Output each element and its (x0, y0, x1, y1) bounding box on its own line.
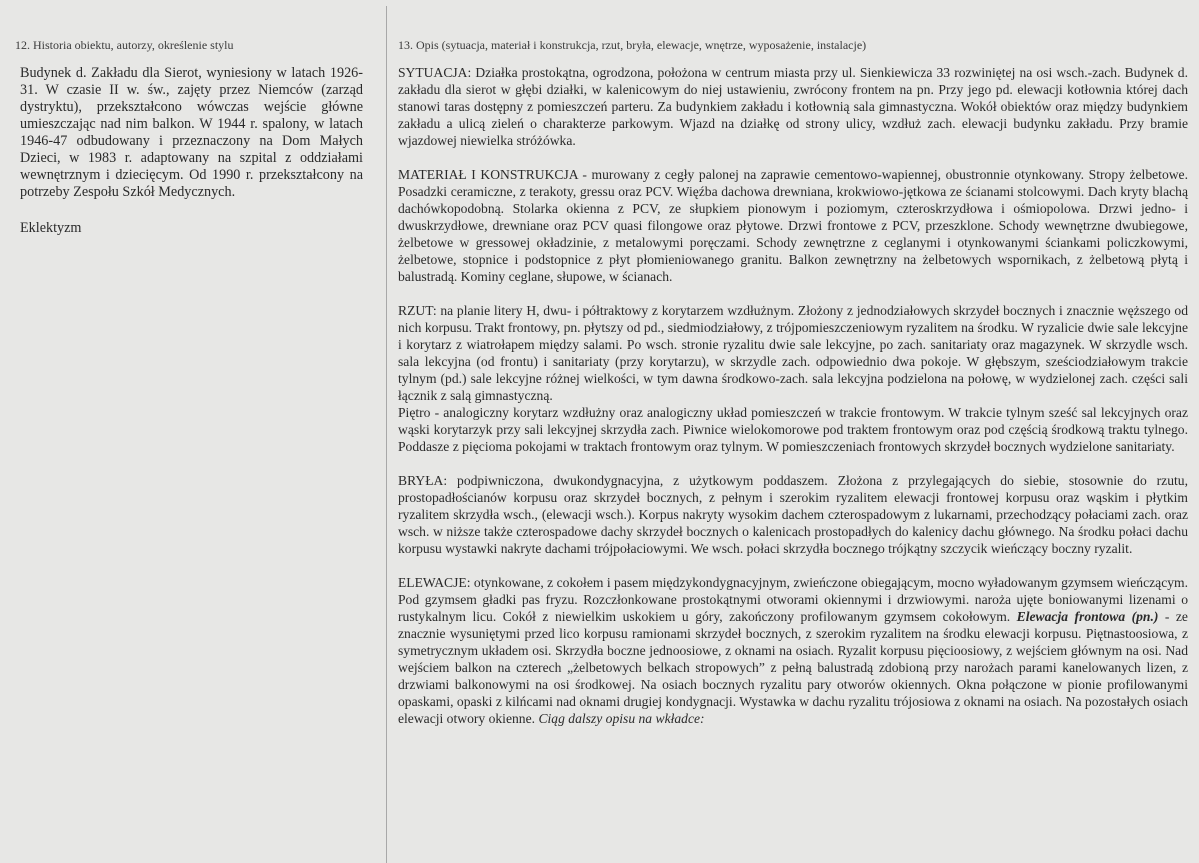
bryla-paragraph: BRYŁA: podpiwniczona, dwukondygnacyjna, z użytkowym poddaszem. Złożona z przylegających do siebie, stosownie do rzutu, prostopadłościanów korpusu oraz skrzydeł bocznych, z pełnym i szerokim ryzalitem elewacji frontowej korpusu oraz wąskim i płytkim ryzalitem skrzydła wsch., (elewacji wsch.). Korpus nakryty wysokim dachem czterospadowym z lukarnami, przechodzący połaciami zach. oraz wsch. w niższe także czterospadowe dachy skrzydeł bocznych o kalenicach prostopadłych do kalenicy dachu głównego. Na środku połaci dachu korpusu wystawki nakryte dachami trójpołaciowymi. We wsch. połaci skrzydła bocznego trójkątny szczycik wieńczący boczny ryzalit. (398, 473, 1188, 556)
description-section-title: 13. Opis (sytuacja, materiał i konstrukcja, rzut, bryła, elewacje, wnętrze, wyposażenie, instalacje) (398, 38, 867, 52)
elewacje-text-1: ELEWACJE: otynkowane, z cokołem i pasem międzykondygnacyjnym, zwieńczone obiegającym, mocno wyładowanym gzymsem wieńczącym. Pod gzymsem gładki pas fryzu. Rozczłonkowane prostokątnymi otworami okiennymi i drzwiowymi. naroża ujęte boniowanymi lizenami o rustykalnym licu. Cokół z niewielkim uskokiem u góry, zakończony profilowanym gzymsem cokołowym. (398, 575, 1188, 624)
rzut-pietro-paragraph: Piętro - analogiczny korytarz wzdłużny oraz analogiczny układ pomieszczeń w trakcie frontowym. W trakcie tylnym sześć sal lekcyjnych oraz wąski korytarzyk przy sali lekcyjnej skrzydła zach. Piwnice wielokomorowe pod traktem frontowym oraz pod częścią środkową traktu tylnego. Poddasze z pięcioma pokojami w traktach frontowym oraz tylnym. W pomieszczeniach frontowych skrzydeł bocznych wydzielone sanitariaty. (398, 405, 1188, 454)
history-section-title: 12. Historia obiektu, autorzy, określenie stylu (15, 38, 234, 52)
history-text: Budynek d. Zakładu dla Sierot, wyniesiony w latach 1926-31. W czasie II w. św., zajęty przez Niemców (zarząd dystryktu), przekształcono wówczas wejście główne umieszczając nad nim balkon. W 1944 r. spalony, w latach 1946-47 odbudowany i przeznaczony na Dom Małych Dzieci, w 1983 r. adaptowany na szpital z oddziałami wewnętrznym i dziecięcym. Od 1990 r. przekształcony na potrzeby Zespołu Szkół Medycznych. (20, 65, 363, 200)
style-label: Eklektyzm (20, 220, 82, 236)
sytuacja-paragraph: SYTUACJA: Działka prostokątna, ogrodzona, położona w centrum miasta przy ul. Sienkiewicza 33 rozwiniętej na osi wsch.-zach. Budynek d. zakładu dla sierot w głębi działki, w kalenicowym do niej ustawieniu, zwrócony frontem na pn. Przy jego pd. elewacji kotłownia której dach stanowi taras dostępny z pomieszczeń parteru. Za budynkiem zakładu i kotłownią sala gimnastyczna. Wokół obiektów oraz między budynkiem zakładu a ulicą zieleń o charakterze parkowym. Wjazd na działkę od strony ulicy, wzdłuż zach. elewacji budynku zakładu. Przy bramie wjazdowej niewielka stróżówka. (398, 65, 1188, 148)
elewacje-paragraph (398, 574, 1188, 727)
elewacje-front-label: Elewacja frontowa (pn.) (1016, 609, 1159, 624)
material-paragraph: MATERIAŁ I KONSTRUKCJA - murowany z cegły palonej na zaprawie cementowo-wapiennej, obustronnie otynkowany. Stropy żelbetowe. Posadzki ceramiczne, z terakoty, gressu oraz PCV. Więźba dachowa drewniana, krokwiowo-jętkowa ze ścianami stolcowymi. Dach kryty blachą dachówkopodobną. Stolarka okienna z PCV, ze słupkiem pionowym i poziomym, czteroskrzydłowa i ośmiopolowa. Drzwi jedno- i dwuskrzydłowe, drewniane oraz PCV quasi filongowe oraz płytowe. Drzwi frontowe z PCV, przeszklone. Schody wewnętrzne dwubiegowe, żelbetowe w gressowej okładzinie, z metalowymi poręczami. Schody zewnętrzne z ceglanymi i otynkowanymi ściankami policzkowymi, żelbetowe, stopnice i podstopnice z płyt płomieniowanego granitu. Balkon zewnętrzny na żelbetowych wspornikach, z żelbetową płytą i balustradą. Kominy ceglane, słupowe, w ścianach. (398, 167, 1188, 284)
description-text (398, 64, 1188, 727)
column-divider (386, 6, 387, 863)
rzut-paragraph: RZUT: na planie litery H, dwu- i półtraktowy z korytarzem wzdłużnym. Złożony z jednodziałowych skrzydeł bocznych i znacznie węższego od nich korpusu. Trakt frontowy, pn. płytszy od pd., siedmiodziałowy, z trójpomieszczeniowym ryzalitem na środku. W ryzalicie dwie sale lekcyjne i korytarz z wiatrołapem między salami. Po wsch. stronie ryzalitu dwie sale lekcyjne, po zach. sanitariaty oraz magazynek. W skrzydle wsch. sala lekcyjna (od frontu) i sanitariaty (przy korytarzu), w skrzydle zach. odpowiednio dwa pokoje. W głębszym, sześciodziałowym trakcie tylnym (pd.) sale lekcyjne różnej wielkości, w tym dawna środkowo-zach. sala lekcyjna podzielona na połowę, w wydzielonej zach. części sali łącznik z salą gimnastyczną. (398, 303, 1188, 403)
continued-note: Ciąg dalszy opisu na wkładce: (538, 711, 705, 726)
description-column (398, 38, 1188, 727)
elewacje-text-2: - ze znacznie wysuniętymi przed lico korpusu ramionami skrzydeł bocznych, z szerokim ryzalitem na środku elewacji korpusu. Piętnastoosiowa, z symetrycznym układem osi. Skrzydła boczne jednoosiowe, z oknami na osiach. Ryzalit korpusu pięcioosiowy, z wejściem głównym na osi. Nad wejściem balkon na czterech „żelbetowych belkach stropowych” z pełną balustradą zdobioną przy narożach parami kanelowanych lizen, z drzwiami balkonowymi na osi środkowej. Na osiach bocznych ryzalitu pary otworów okiennych. Okna połączone w pionie profilowanymi opaskami, opaski z kilńcami nad oknami drugiej kondygnacji. Wystawka w dachu ryzalitu trójosiowa z oknami na osiach. Na pozostałych osiach elewacji otwory okienne. (398, 609, 1188, 726)
history-column (13, 38, 363, 237)
